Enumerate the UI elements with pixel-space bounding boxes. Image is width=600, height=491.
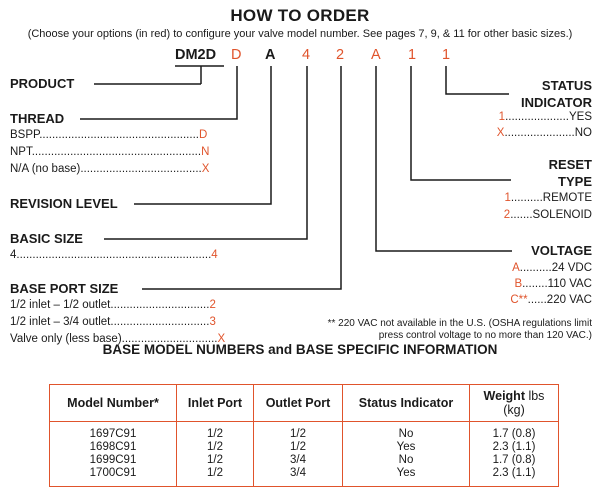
model-code-prefix: DM2D xyxy=(175,47,217,63)
table-header-row xyxy=(50,385,559,422)
model-code-port: 2 xyxy=(336,47,345,63)
header-model-number: Model Number* xyxy=(50,385,177,422)
reset-type-label-1: RESET xyxy=(548,157,592,172)
voltage-label: VOLTAGE xyxy=(531,243,592,258)
basic-size-label: BASIC SIZE xyxy=(10,231,83,246)
status-option-yes: 1....................YES xyxy=(498,111,592,123)
cell-model-number: 1700C91 xyxy=(50,467,177,487)
header-inlet-port: Inlet Port xyxy=(177,385,254,422)
cell-weight: 2.3 (1.1) xyxy=(492,467,536,479)
voltage-note-1: ** 220 VAC not available in the U.S. (OSHA regulations limit xyxy=(327,318,592,329)
thread-label: THREAD xyxy=(10,111,65,126)
cell-status-indicator: Yes xyxy=(343,441,470,454)
model-code-thread: D xyxy=(231,47,242,63)
cell-outlet-port: 3/4 xyxy=(254,467,343,487)
cell-outlet-port: 1/2 xyxy=(254,441,343,454)
page-title: HOW TO ORDER xyxy=(230,6,370,25)
thread-option-bspp: BSPP..................................................D xyxy=(10,129,208,141)
reset-option-remote: 1..........REMOTE xyxy=(504,192,592,204)
cell-inlet-port: 1/2 xyxy=(177,441,254,454)
page-subtitle: (Choose your options (in red) to configure your valve model number. See pages 7, 9, & 11 for other basic sizes.) xyxy=(27,28,573,40)
cell-model-number: 1697C91 xyxy=(50,422,177,442)
table-row xyxy=(50,467,559,487)
cell-weight: 2.3 (1.1) xyxy=(492,441,536,453)
voltage-note-2: press control voltage to no more than 120 VAC.) xyxy=(378,330,592,341)
voltage-option-a: A..........24 VDC xyxy=(512,262,592,274)
status-indicator-label-1: STATUS xyxy=(541,78,592,93)
thread-option-npt: NPT.....................................................N xyxy=(10,146,210,158)
base-port-option-x: Valve only (less base)..............................X xyxy=(10,333,226,345)
model-code-size: 4 xyxy=(302,47,311,63)
header-weight: Weight lbs (kg) xyxy=(470,385,559,422)
reset-type-label-2: TYPE xyxy=(558,174,592,189)
cell-status-indicator: No xyxy=(343,422,470,442)
thread-option-na: N/A (no base)......................................X xyxy=(10,163,210,175)
table-title: BASE MODEL NUMBERS and BASE SPECIFIC INFORMATION xyxy=(102,342,498,357)
model-code-reset: 1 xyxy=(408,47,417,63)
model-code-status: 1 xyxy=(442,47,451,63)
voltage-option-c: C**......220 VAC xyxy=(510,294,592,306)
table-row xyxy=(50,454,559,467)
cell-model-number: 1699C91 xyxy=(50,454,177,467)
cell-weight: 1.7 (0.8) xyxy=(492,454,536,466)
product-label: PRODUCT xyxy=(10,76,75,91)
base-port-option-3: 1/2 inlet – 3/4 outlet...............................3 xyxy=(10,316,216,328)
table-row xyxy=(50,441,559,454)
cell-status-indicator: No xyxy=(343,454,470,467)
base-model-table xyxy=(49,384,559,487)
base-port-label: BASE PORT SIZE xyxy=(10,281,119,296)
cell-weight: 1.7 (0.8) xyxy=(492,428,536,440)
status-indicator-label-2: INDICATOR xyxy=(520,95,592,110)
revision-label: REVISION LEVEL xyxy=(10,196,118,211)
voltage-option-b: B........110 VAC xyxy=(514,278,592,290)
basic-size-option-4: 4.............................................................4 xyxy=(10,249,218,261)
header-outlet-port: Outlet Port xyxy=(254,385,343,422)
cell-inlet-port: 1/2 xyxy=(177,454,254,467)
model-code-revision: A xyxy=(265,47,276,63)
cell-status-indicator: Yes xyxy=(343,467,470,487)
status-option-no: X......................NO xyxy=(496,127,592,139)
cell-model-number: 1698C91 xyxy=(50,441,177,454)
cell-inlet-port: 1/2 xyxy=(177,422,254,442)
base-port-option-2: 1/2 inlet – 1/2 outlet...............................2 xyxy=(10,299,216,311)
model-code-voltage: A xyxy=(371,47,381,63)
table-row xyxy=(50,422,559,442)
cell-outlet-port: 1/2 xyxy=(254,422,343,442)
header-status-indicator: Status Indicator xyxy=(343,385,470,422)
cell-inlet-port: 1/2 xyxy=(177,467,254,487)
reset-option-solenoid: 2.......SOLENOID xyxy=(503,209,592,221)
cell-outlet-port: 3/4 xyxy=(254,454,343,467)
